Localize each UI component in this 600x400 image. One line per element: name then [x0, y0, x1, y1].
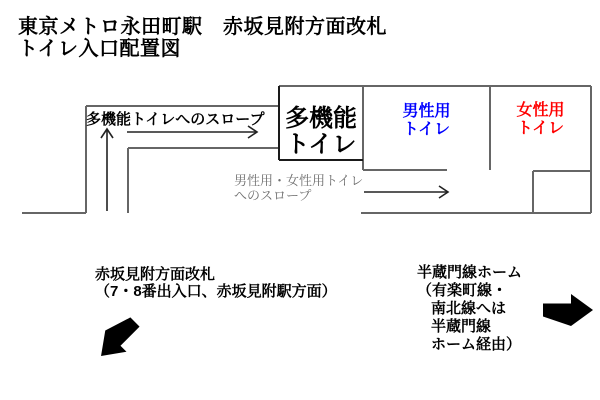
- platform-annotation-line5: ホーム経由）: [431, 336, 522, 353]
- mens-womens-slope-label-line1: 男性用・女性用トイレ: [234, 173, 364, 188]
- mens-womens-slope-label: [234, 173, 363, 203]
- up-arrow-icon: [101, 129, 113, 211]
- platform-annotation-line3: 南北線へは: [431, 300, 507, 317]
- platform-annotation-line4: 半蔵門線: [431, 318, 492, 335]
- gate-annotation-line2: （7・8番出入口、赤坂見附駅方面）: [95, 283, 337, 300]
- mens-toilet-room-label: [363, 103, 490, 139]
- page-title-line2: トイレ入口配置図: [18, 38, 181, 60]
- platform-annotation-line1: 半蔵門線ホーム: [417, 264, 523, 281]
- gate-annotation: [95, 266, 337, 300]
- mens-toilet-label-line2: トイレ: [402, 121, 451, 138]
- page-title-line1: 東京メトロ永田町駅 赤坂見附方面改札: [18, 16, 387, 38]
- womens-toilet-label-line2: トイレ: [516, 120, 565, 137]
- mw-slope-right-arrow-icon: [364, 186, 448, 198]
- womens-toilet-label-line1: 女性用: [516, 102, 565, 119]
- platform-annotation: [417, 264, 522, 354]
- platform-direction-arrow-icon: [543, 294, 593, 326]
- womens-toilet-room-label: [490, 102, 591, 138]
- mens-toilet-label-line1: 男性用: [402, 103, 451, 120]
- multi-slope-label: 多機能トイレへのスロープ: [86, 111, 265, 128]
- gate-direction-arrow-icon: [90, 311, 145, 366]
- multi-toilet-label-line2: トイレ: [285, 131, 357, 158]
- gate-annotation-line1: 赤坂見附方面改札: [95, 266, 216, 283]
- page-title: [18, 16, 387, 60]
- mens-womens-slope-label-line2: へのスロープ: [234, 188, 312, 203]
- platform-annotation-line2: （有楽町線・: [417, 282, 508, 299]
- multi-toilet-room-label: [277, 106, 365, 158]
- multi-toilet-label-line1: 多機能: [285, 105, 357, 132]
